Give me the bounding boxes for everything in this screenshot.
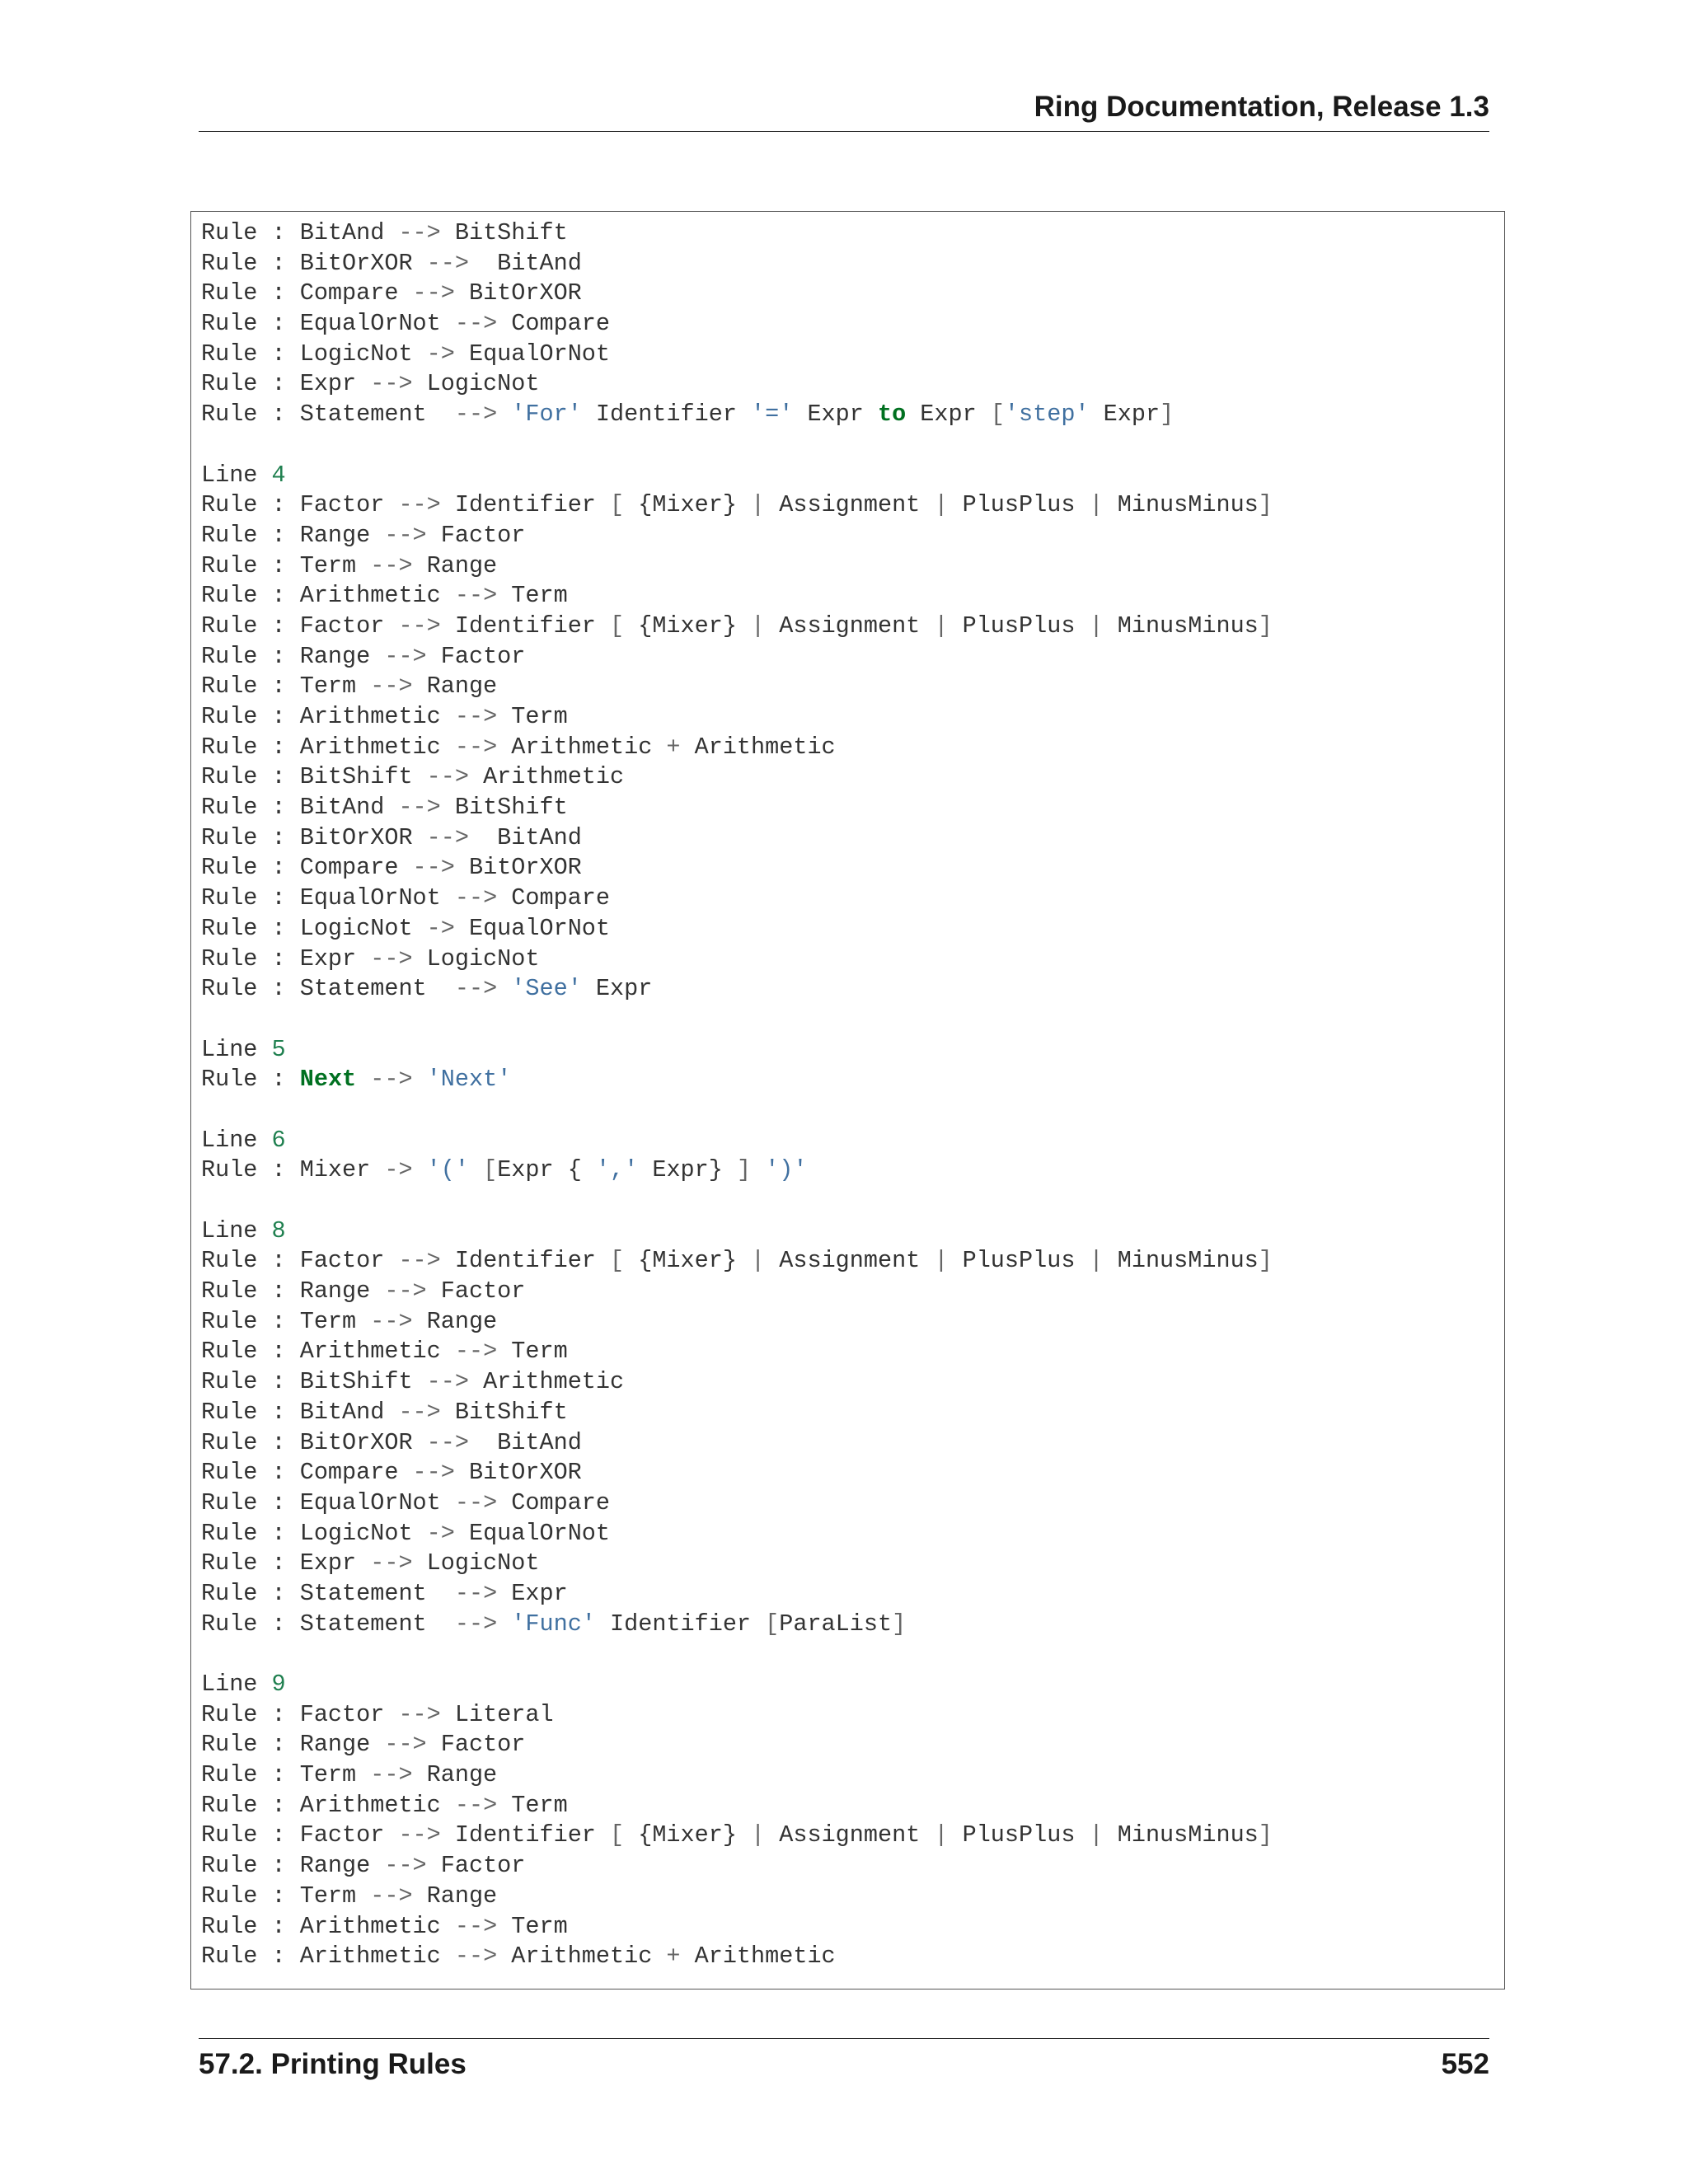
code-token: Line xyxy=(201,1126,272,1154)
code-token: --> xyxy=(454,1579,498,1607)
code-line xyxy=(201,1428,1273,1459)
code-token: | xyxy=(1089,491,1104,519)
code-token: --> xyxy=(370,1761,413,1789)
code-token: 'For' xyxy=(511,401,582,429)
code-token: Arithmetic xyxy=(497,1943,667,1971)
code-token: --> xyxy=(370,1882,413,1910)
code-line xyxy=(201,672,1273,702)
code-token: Rule : Factor xyxy=(201,1700,399,1728)
code-line xyxy=(201,1095,1273,1126)
code-token: Rule : Compare xyxy=(201,854,413,882)
code-line xyxy=(201,1549,1273,1579)
code-token: | xyxy=(1089,612,1104,640)
footer-divider xyxy=(199,2038,1489,2039)
code-token: Term xyxy=(497,703,568,730)
code-line xyxy=(201,340,1273,370)
code-line xyxy=(201,1246,1273,1277)
code-line xyxy=(201,1912,1273,1943)
code-token: Rule : Arithmetic xyxy=(201,582,455,610)
code-token: Compare xyxy=(497,310,610,338)
code-token: ] xyxy=(892,1610,907,1638)
code-token xyxy=(497,975,511,1002)
code-token: [ xyxy=(765,1610,780,1638)
code-token: Rule : Compare xyxy=(201,279,413,307)
code-token xyxy=(497,401,511,428)
code-token: LogicNot xyxy=(412,1549,540,1577)
code-line xyxy=(201,1488,1273,1519)
code-line xyxy=(201,400,1273,430)
code-line xyxy=(201,974,1273,1005)
code-line xyxy=(201,1851,1273,1882)
code-token: Next xyxy=(299,1066,357,1094)
code-line xyxy=(201,1519,1273,1549)
code-token: --> xyxy=(398,1821,441,1849)
code-token: Expr xyxy=(1089,401,1160,429)
code-token: '(' xyxy=(426,1156,469,1184)
code-token: Rule : Compare xyxy=(201,1459,413,1487)
code-token: [ xyxy=(990,401,1005,429)
code-token: ParaList xyxy=(779,1610,893,1638)
code-token: 'See' xyxy=(511,975,582,1003)
code-token: [ xyxy=(610,612,625,640)
code-token: --> xyxy=(412,279,455,307)
code-token: --> xyxy=(370,944,413,972)
code-token: --> xyxy=(398,612,441,640)
code-token: --> xyxy=(384,642,427,670)
code-token: ] xyxy=(1258,1821,1273,1849)
code-token: --> xyxy=(454,582,498,610)
code-token: --> xyxy=(426,1368,469,1396)
code-token: 8 xyxy=(271,1216,286,1244)
footer-section-title: 57.2. Printing Rules xyxy=(199,2048,467,2080)
code-token: Rule : Arithmetic xyxy=(201,733,455,761)
code-token: Assignment xyxy=(765,1821,935,1849)
code-token: --> xyxy=(370,551,413,579)
code-token: Rule : Expr xyxy=(201,370,371,398)
page-number: 552 xyxy=(1441,2048,1489,2080)
code-token: Rule : Range xyxy=(201,521,385,549)
code-line xyxy=(201,1639,1273,1670)
code-line xyxy=(201,1942,1273,1972)
code-line xyxy=(201,249,1273,279)
code-token: Compare xyxy=(497,1488,610,1516)
code-token: --> xyxy=(454,1338,498,1366)
code-token: Rule : EqualOrNot xyxy=(201,310,455,338)
code-token: Rule : Mixer xyxy=(201,1156,385,1184)
code-line xyxy=(201,279,1273,309)
code-token: Factor xyxy=(426,1277,526,1305)
code-token: Identifier xyxy=(440,612,610,640)
code-token: --> xyxy=(454,1912,498,1940)
code-token: Rule : BitOrXOR xyxy=(201,249,427,277)
code-token: Rule : Arithmetic xyxy=(201,1943,455,1971)
code-line xyxy=(201,944,1273,975)
code-token: Rule : LogicNot xyxy=(201,340,427,368)
code-token: MinusMinus xyxy=(1103,491,1259,519)
code-token: --> xyxy=(370,370,413,398)
code-token: Rule : Term xyxy=(201,673,371,701)
code-token: 'step' xyxy=(1004,401,1090,429)
code-token: --> xyxy=(370,673,413,701)
code-token: Rule : Arithmetic xyxy=(201,1912,455,1940)
code-token: | xyxy=(751,491,766,519)
code-line xyxy=(201,1337,1273,1367)
code-token: Rule : Arithmetic xyxy=(201,1338,455,1366)
code-token: Factor xyxy=(426,642,526,670)
code-token: Expr xyxy=(793,401,878,429)
code-token: PlusPlus xyxy=(948,1821,1090,1849)
code-line xyxy=(201,1730,1273,1760)
code-token: 6 xyxy=(271,1126,286,1154)
code-token: Arithmetic xyxy=(680,1943,836,1971)
code-token: Rule : BitShift xyxy=(201,1368,427,1396)
code-token: --> xyxy=(454,975,498,1003)
code-line xyxy=(201,1398,1273,1428)
code-token: --> xyxy=(454,1791,498,1819)
code-line xyxy=(201,853,1273,883)
code-token: --> xyxy=(454,733,498,761)
code-line xyxy=(201,1670,1273,1700)
code-token: Compare xyxy=(497,884,610,912)
code-token: -> xyxy=(426,1519,455,1547)
code-token: Rule : Range xyxy=(201,1852,385,1880)
code-token: BitAnd xyxy=(468,249,582,277)
code-token: | xyxy=(751,1247,766,1275)
code-token: Identifier xyxy=(440,491,610,519)
code-line xyxy=(201,490,1273,521)
code-token: Rule : Term xyxy=(201,1761,371,1789)
code-line xyxy=(201,702,1273,733)
code-line xyxy=(201,823,1273,854)
code-line xyxy=(201,1277,1273,1307)
code-token: 'Next' xyxy=(426,1066,512,1094)
code-token: ] xyxy=(1160,401,1175,429)
code-line xyxy=(201,1065,1273,1095)
code-token: Rule : Term xyxy=(201,551,371,579)
code-token: [ xyxy=(483,1156,498,1184)
code-line xyxy=(201,1126,1273,1156)
code-token: Rule : Factor xyxy=(201,1821,399,1849)
code-token: --> xyxy=(426,763,469,791)
code-token: BitShift xyxy=(440,1398,568,1426)
code-token: Expr xyxy=(581,975,653,1003)
code-token: Rule : Statement xyxy=(201,401,455,429)
code-line xyxy=(201,369,1273,400)
code-line xyxy=(201,914,1273,944)
code-token: 5 xyxy=(271,1035,286,1063)
code-token: ] xyxy=(1258,612,1273,640)
code-token: Rule : BitOrXOR xyxy=(201,1428,427,1456)
code-token: | xyxy=(1089,1247,1104,1275)
code-token: Rule : Term xyxy=(201,1882,371,1910)
code-token: Identifier xyxy=(440,1821,610,1849)
code-token: Rule : Factor xyxy=(201,612,399,640)
code-token: Rule : LogicNot xyxy=(201,1519,427,1547)
code-line xyxy=(201,1307,1273,1338)
code-token: EqualOrNot xyxy=(454,914,611,942)
code-token: LogicNot xyxy=(412,944,540,972)
code-line xyxy=(201,1579,1273,1610)
code-token: Line xyxy=(201,461,272,489)
code-token: Rule : Statement xyxy=(201,975,455,1003)
code-token: + xyxy=(666,1943,681,1971)
code-token: EqualOrNot xyxy=(454,1519,611,1547)
running-header-title: Ring Documentation, Release 1.3 xyxy=(1034,91,1489,123)
code-token: --> xyxy=(398,1398,441,1426)
code-token: Term xyxy=(497,582,568,610)
code-line xyxy=(201,1186,1273,1216)
code-token: | xyxy=(934,1247,949,1275)
code-token: --> xyxy=(454,884,498,912)
code-token: Rule : LogicNot xyxy=(201,914,427,942)
code-token: Arithmetic xyxy=(680,733,836,761)
code-line xyxy=(201,1458,1273,1488)
code-token: --> xyxy=(398,794,441,822)
code-token xyxy=(469,1156,483,1183)
code-token: --> xyxy=(412,1459,455,1487)
code-token: to xyxy=(877,401,907,429)
code-token: Rule : Arithmetic xyxy=(201,703,455,730)
code-token: EqualOrNot xyxy=(454,340,611,368)
code-token: Range xyxy=(412,1761,498,1789)
code-token: '=' xyxy=(751,401,794,429)
code-token: 9 xyxy=(271,1671,286,1698)
code-token: Rule : Statement xyxy=(201,1610,455,1638)
code-token: | xyxy=(1089,1821,1104,1849)
code-token: MinusMinus xyxy=(1103,612,1259,640)
code-token: Expr xyxy=(497,1579,568,1607)
code-token: Arithmetic xyxy=(468,1368,625,1396)
code-token: --> xyxy=(384,521,427,549)
code-line xyxy=(201,1700,1273,1731)
code-token: Rule : BitAnd xyxy=(201,1398,399,1426)
code-token: --> xyxy=(370,1549,413,1577)
code-token: ')' xyxy=(765,1156,808,1184)
code-token: 4 xyxy=(271,461,286,489)
code-token: {Mixer} xyxy=(624,1821,752,1849)
code-token: -> xyxy=(426,340,455,368)
code-token: BitOrXOR xyxy=(454,854,582,882)
code-token: --> xyxy=(370,1066,413,1094)
code-token: Line xyxy=(201,1671,272,1698)
code-line xyxy=(201,1035,1273,1066)
code-token: Identifier xyxy=(581,401,752,429)
code-token: Range xyxy=(412,1882,498,1910)
code-token xyxy=(413,1066,427,1093)
code-token: BitAnd xyxy=(468,823,582,851)
code-token: ',' xyxy=(595,1156,639,1184)
code-token: Assignment xyxy=(765,612,935,640)
code-line xyxy=(201,461,1273,491)
code-token: [ xyxy=(610,1821,625,1849)
code-token: --> xyxy=(426,823,469,851)
code-line xyxy=(201,733,1273,763)
code-token: Arithmetic xyxy=(497,733,667,761)
code-token: Identifier xyxy=(440,1247,610,1275)
code-token: Rule : xyxy=(201,1066,300,1094)
code-token: --> xyxy=(398,1247,441,1275)
code-token: Line xyxy=(201,1216,272,1244)
code-line xyxy=(201,1821,1273,1851)
code-line xyxy=(201,581,1273,612)
code-token: BitOrXOR xyxy=(454,1459,582,1487)
code-token: PlusPlus xyxy=(948,1247,1090,1275)
code-token: Rule : Range xyxy=(201,1277,385,1305)
code-token: [ xyxy=(610,491,625,519)
code-token: BitAnd xyxy=(468,1428,582,1456)
code-token: Rule : Arithmetic xyxy=(201,1791,455,1819)
code-token: ] xyxy=(1258,491,1273,519)
code-line xyxy=(201,1760,1273,1791)
code-token: Rule : BitOrXOR xyxy=(201,823,427,851)
code-token: Assignment xyxy=(765,491,935,519)
code-line xyxy=(201,309,1273,340)
code-line xyxy=(201,218,1273,249)
code-token xyxy=(356,1066,370,1093)
code-token: Rule : BitAnd xyxy=(201,219,399,246)
code-token: BitOrXOR xyxy=(454,279,582,307)
code-token: --> xyxy=(398,219,441,246)
code-line xyxy=(201,1791,1273,1821)
code-token: MinusMinus xyxy=(1103,1247,1259,1275)
code-listing xyxy=(201,218,1273,1972)
code-line xyxy=(201,762,1273,793)
code-token: Line xyxy=(201,1035,272,1063)
code-token: | xyxy=(934,1821,949,1849)
code-token: ] xyxy=(736,1156,752,1184)
code-token: --> xyxy=(398,491,441,519)
code-token: Identifier xyxy=(595,1610,766,1638)
code-token: ] xyxy=(1258,1247,1273,1275)
code-token: Factor xyxy=(426,521,526,549)
code-token: --> xyxy=(426,249,469,277)
code-token: [ xyxy=(610,1247,625,1275)
code-token: Factor xyxy=(426,1852,526,1880)
code-token: | xyxy=(934,491,949,519)
code-token: Rule : BitShift xyxy=(201,763,427,791)
code-line xyxy=(201,521,1273,551)
code-token: Range xyxy=(412,551,498,579)
code-token: --> xyxy=(412,854,455,882)
code-line xyxy=(201,1005,1273,1035)
code-line xyxy=(201,1155,1273,1186)
code-token: PlusPlus xyxy=(948,612,1090,640)
code-token: LogicNot xyxy=(412,370,540,398)
code-token: Factor xyxy=(426,1731,526,1759)
code-token: Range xyxy=(412,673,498,701)
code-token: Expr} xyxy=(638,1156,737,1184)
code-token: Rule : Term xyxy=(201,1307,371,1335)
code-token: Assignment xyxy=(765,1247,935,1275)
code-token: | xyxy=(751,612,766,640)
code-token: --> xyxy=(454,1488,498,1516)
code-line xyxy=(201,1367,1273,1398)
code-token: PlusPlus xyxy=(948,491,1090,519)
code-token: {Mixer} xyxy=(624,1247,752,1275)
code-token: Expr xyxy=(906,401,991,429)
code-token: Rule : Expr xyxy=(201,944,371,972)
code-token: Rule : Factor xyxy=(201,1247,399,1275)
code-token: --> xyxy=(454,1943,498,1971)
code-token: Expr { xyxy=(497,1156,596,1184)
code-token xyxy=(413,1156,427,1183)
code-token: Rule : Range xyxy=(201,642,385,670)
code-line xyxy=(201,551,1273,582)
code-token: Arithmetic xyxy=(468,763,625,791)
code-token: --> xyxy=(370,1307,413,1335)
code-token: + xyxy=(666,733,681,761)
code-token: --> xyxy=(398,1700,441,1728)
code-token: Rule : Factor xyxy=(201,491,399,519)
code-token: Rule : BitAnd xyxy=(201,794,399,822)
code-token: -> xyxy=(384,1156,413,1184)
code-token: MinusMinus xyxy=(1103,1821,1259,1849)
code-token: {Mixer} xyxy=(624,491,752,519)
code-line xyxy=(201,1216,1273,1247)
code-block xyxy=(190,211,1505,1990)
code-line xyxy=(201,430,1273,461)
code-token: --> xyxy=(454,310,498,338)
code-token: Term xyxy=(497,1791,568,1819)
code-token: Rule : EqualOrNot xyxy=(201,884,455,912)
code-token: --> xyxy=(454,1610,498,1638)
code-token: Rule : Range xyxy=(201,1731,385,1759)
code-token: --> xyxy=(384,1731,427,1759)
code-token: BitShift xyxy=(440,794,568,822)
code-line xyxy=(201,642,1273,673)
code-token xyxy=(497,1610,511,1638)
code-token: {Mixer} xyxy=(624,612,752,640)
code-token: 'Func' xyxy=(511,1610,596,1638)
code-token: Term xyxy=(497,1912,568,1940)
code-token: --> xyxy=(454,703,498,730)
code-token: | xyxy=(934,612,949,640)
code-token xyxy=(751,1156,765,1183)
code-line xyxy=(201,1882,1273,1912)
code-token: --> xyxy=(426,1428,469,1456)
code-token: --> xyxy=(384,1277,427,1305)
code-token: Rule : Statement xyxy=(201,1579,455,1607)
code-token: --> xyxy=(384,1852,427,1880)
code-line xyxy=(201,883,1273,914)
code-token: Literal xyxy=(440,1700,554,1728)
code-token: Term xyxy=(497,1338,568,1366)
code-token: -> xyxy=(426,914,455,942)
code-line xyxy=(201,1610,1273,1640)
code-token: Rule : EqualOrNot xyxy=(201,1488,455,1516)
code-line xyxy=(201,612,1273,642)
code-token: --> xyxy=(454,401,498,429)
code-token: | xyxy=(751,1821,766,1849)
code-token: Range xyxy=(412,1307,498,1335)
code-token: BitShift xyxy=(440,219,568,246)
code-line xyxy=(201,793,1273,823)
code-token: Rule : Expr xyxy=(201,1549,371,1577)
header-divider xyxy=(199,131,1489,132)
